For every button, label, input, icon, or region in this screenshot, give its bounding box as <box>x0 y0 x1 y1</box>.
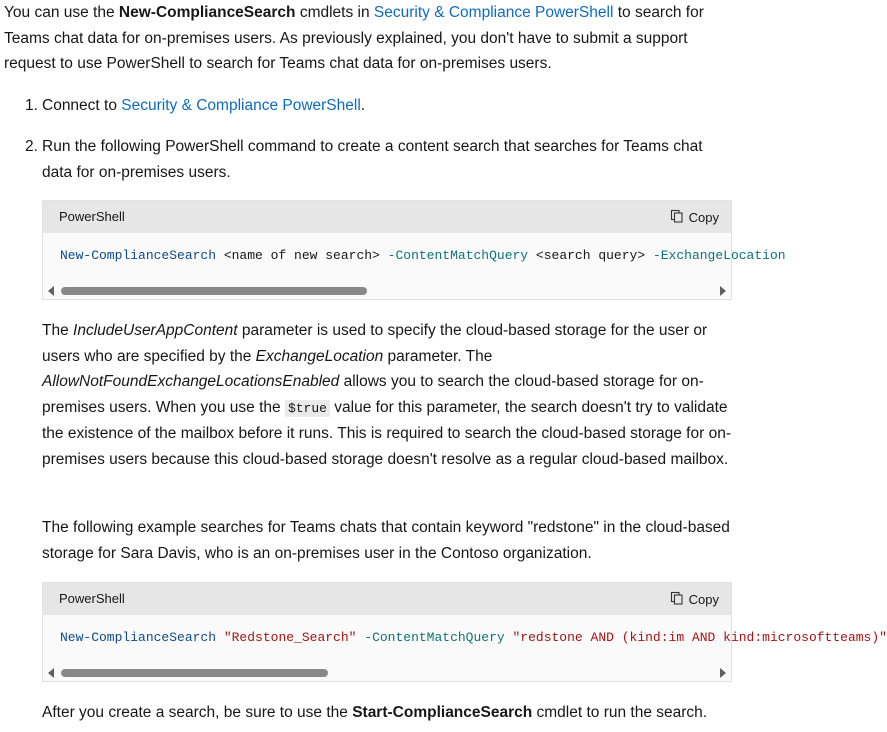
example-paragraph: The following example searches for Teams chats that contain keyword "redstone" in the cloud-based storage for Sara Davis, who is an on-premises user in the Contoso organization. <box>42 519 730 562</box>
code-content <box>43 233 786 283</box>
copy-icon <box>670 209 684 226</box>
horizontal-scrollbar[interactable] <box>43 283 731 299</box>
copy-label: Copy <box>688 592 719 607</box>
scroll-right-arrow-icon[interactable] <box>720 668 726 678</box>
scroll-left-arrow-icon[interactable] <box>48 286 54 296</box>
code-block-header <box>43 201 731 233</box>
step-2-number: 2. <box>25 138 38 155</box>
code-language-label: PowerShell <box>59 209 125 224</box>
code-content <box>43 615 887 665</box>
code-language-label: PowerShell <box>59 591 125 606</box>
scrollbar-thumb[interactable] <box>61 669 328 677</box>
explanation-paragraph: The IncludeUserAppContent parameter is used to specify the cloud-based storage for the user or users who are specified by the ExchangeLocation parameter. The AllowNotFoundExchangeLocationsEnabled allows you to search the cloud-based storage for on-premises users. When you use the $true value for this parameter, the search doesn't try to validate the existence of the mailbox before it runs. This is required to search the cloud-based storage for on-premises users because this cloud-based storage doesn't resolve as a regular cloud-based mailbox. <box>42 322 731 468</box>
step-1-text: Connect to Security & Compliance PowerShell. <box>42 97 366 114</box>
code-block-header <box>43 583 731 615</box>
copy-button[interactable] <box>670 591 719 608</box>
copy-icon <box>670 591 684 608</box>
horizontal-scrollbar[interactable] <box>43 665 731 681</box>
after-paragraph: After you create a search, be sure to use the Start-ComplianceSearch cmdlet to run the search. <box>42 704 708 721</box>
code-line: New-ComplianceSearch <name of new search> -ContentMatchQuery <search query> -ExchangeLocation <box>60 248 786 263</box>
cmdlet-name: New-ComplianceSearch <box>118 4 296 21</box>
copy-label: Copy <box>688 210 719 225</box>
scroll-right-arrow-icon[interactable] <box>720 286 726 296</box>
inline-code: $true <box>285 400 330 417</box>
step-2-text: Run the following PowerShell command to create a content search that searches for Teams chat data for on-premises users. <box>42 138 703 181</box>
scroll-left-arrow-icon[interactable] <box>48 668 54 678</box>
cmdlet-name: Start-ComplianceSearch <box>352 704 533 721</box>
security-compliance-powershell-link[interactable]: Security & Compliance PowerShell <box>373 4 614 21</box>
step-1-number: 1. <box>25 97 38 114</box>
code-block-2 <box>42 582 887 682</box>
code-block-1 <box>42 200 786 300</box>
copy-button[interactable] <box>670 209 719 226</box>
scrollbar-thumb[interactable] <box>61 287 367 295</box>
code-line: New-ComplianceSearch "Redstone_Search" -ContentMatchQuery "redstone AND (kind:im AND kind:microsoftteams)" <box>60 630 887 645</box>
intro-paragraph: You can use the New-ComplianceSearch cmdlets in Security & Compliance PowerShell to search for Teams chat data for on-premises users. As previously explained, you don't have to submit a support request to use PowerShell to search for Teams chat data for on-premises users. <box>4 4 704 72</box>
security-compliance-powershell-link[interactable]: Security & Compliance PowerShell <box>121 97 361 114</box>
